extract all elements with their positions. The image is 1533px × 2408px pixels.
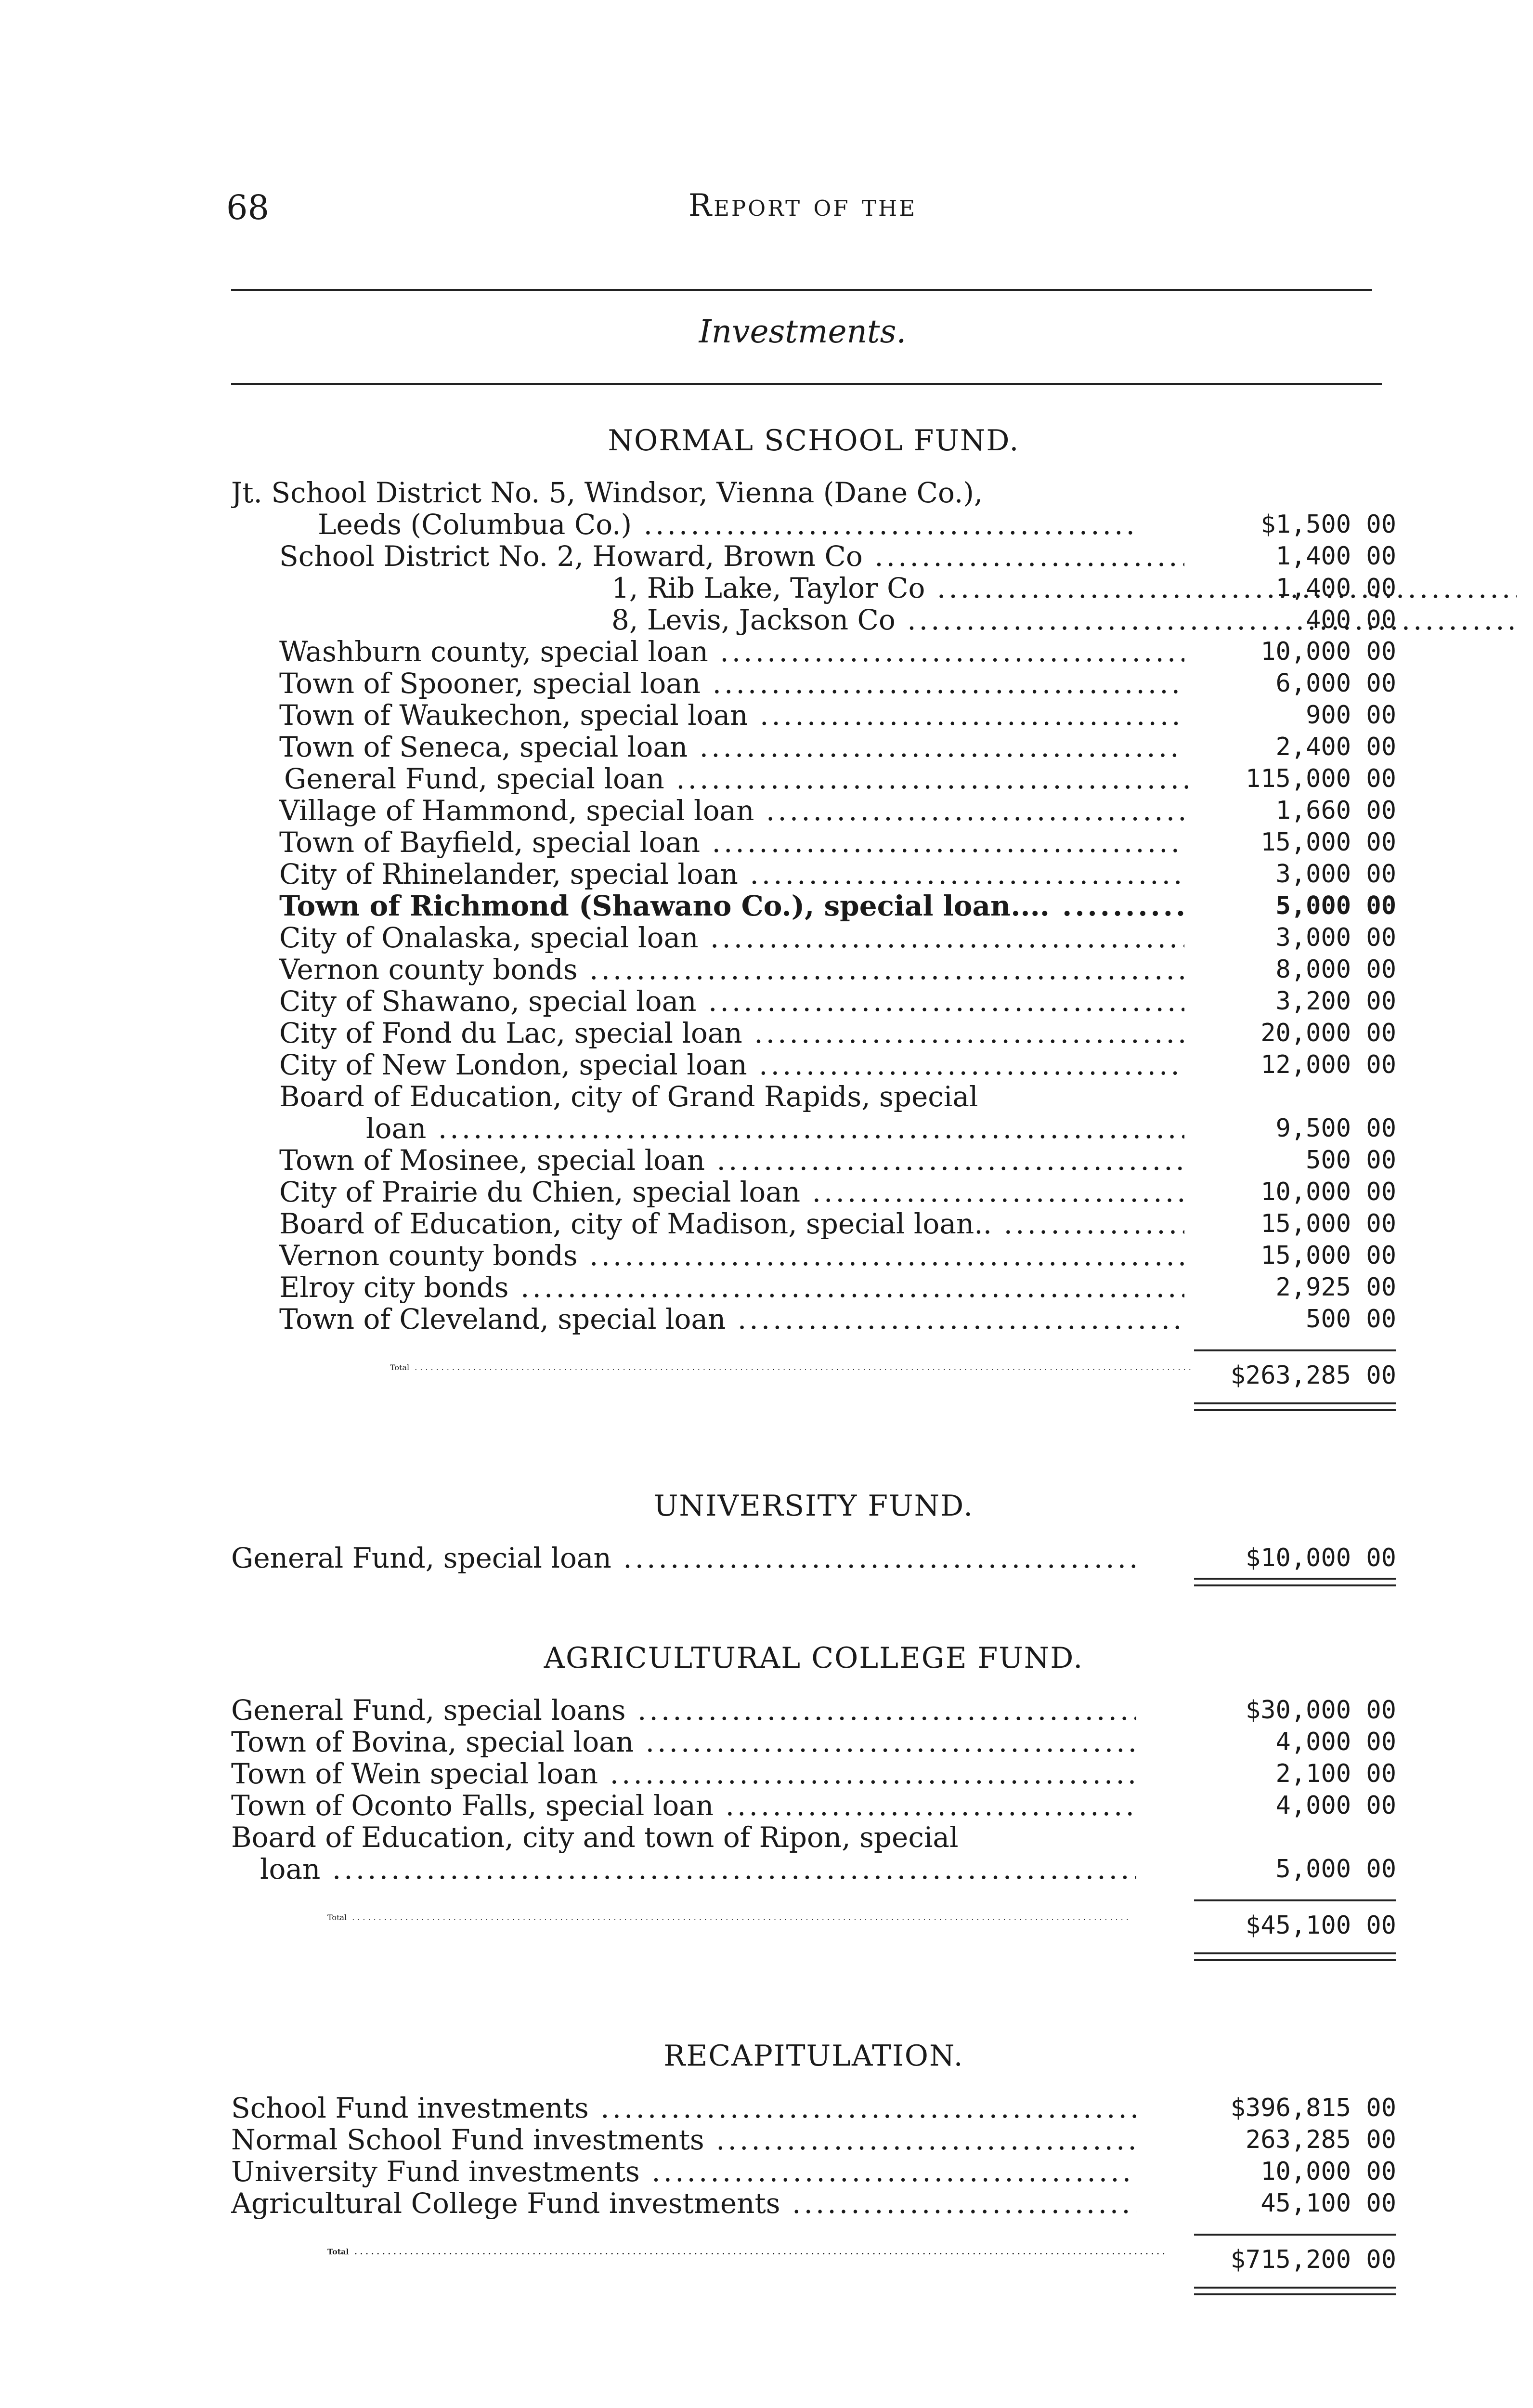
row-amount: 400 00 xyxy=(1306,605,1396,634)
row-amount: 9,500 00 xyxy=(1275,1114,1396,1143)
row-amount: 500 00 xyxy=(1306,1305,1396,1334)
total-row xyxy=(231,1349,1396,1412)
row-description xyxy=(231,667,1184,699)
row-text: Town of Bovina, special loan xyxy=(231,1726,634,1758)
table-row xyxy=(231,826,1396,858)
row-description xyxy=(231,1821,1136,1885)
row-description xyxy=(231,731,1184,763)
row-text: General Fund, special loans xyxy=(231,1694,626,1726)
row-description xyxy=(231,985,1184,1017)
page-header xyxy=(226,188,1379,241)
table-row xyxy=(231,1049,1396,1081)
row-amount: 10,000 00 xyxy=(1260,637,1396,666)
row-text: Town of Spooner, special loan xyxy=(279,667,701,699)
row-text: Town of Oconto Falls, special loan xyxy=(231,1790,714,1821)
row-description xyxy=(231,1271,1184,1303)
row-description xyxy=(231,2156,1136,2187)
row-amount: 20,000 00 xyxy=(1260,1019,1396,1047)
row-amount: 3,000 00 xyxy=(1275,923,1396,952)
header-rule xyxy=(231,289,1372,291)
university-fund-table xyxy=(231,1489,1396,1593)
row-text: Town of Bayfield, special loan xyxy=(279,826,701,858)
row-amount: 10,000 00 xyxy=(1260,1178,1396,1206)
table-row xyxy=(231,922,1396,954)
row-amount: 3,200 00 xyxy=(1275,987,1396,1016)
row-amount: 4,000 00 xyxy=(1275,1727,1396,1756)
section-heading: UNIVERSITY FUND. xyxy=(653,1489,974,1523)
recapitulation-table xyxy=(231,2039,1396,2296)
agricultural-college-fund-table xyxy=(231,1641,1396,1962)
row-text: City of Prairie du Chien, special loan xyxy=(279,1176,801,1208)
row-description xyxy=(231,1176,1184,1208)
row-amount: $1,500 00 xyxy=(1260,510,1396,539)
page-number: 68 xyxy=(226,188,270,227)
row-text: City of New London, special loan xyxy=(279,1049,747,1081)
table-row xyxy=(231,1726,1396,1758)
table-row xyxy=(231,954,1396,985)
row-description xyxy=(231,1726,1136,1758)
row-amount: $10,000 00 xyxy=(1245,1544,1396,1572)
row-text: Normal School Fund investments xyxy=(231,2124,704,2156)
row-text: 1, Rib Lake, Taylor Co xyxy=(611,572,925,604)
row-text: University Fund investments xyxy=(231,2156,640,2187)
table-row xyxy=(231,763,1396,795)
table-row xyxy=(231,858,1396,890)
row-text: City of Fond du Lac, special loan xyxy=(279,1017,742,1049)
section-heading: NORMAL SCHOOL FUND. xyxy=(608,424,1020,458)
table-row xyxy=(231,2156,1396,2187)
total-row xyxy=(231,2234,1396,2296)
row-text: Town of Waukechon, special loan xyxy=(279,699,748,731)
row-text: City of Onalaska, special loan xyxy=(279,922,699,954)
row-text: Jt. School District No. 5, Windsor, Vienna (Dane Co.), xyxy=(231,477,983,509)
row-description xyxy=(231,1758,1136,1790)
row-text: Elroy city bonds xyxy=(279,1271,509,1303)
row-text: 8, Levis, Jackson Co xyxy=(611,604,896,636)
row-text: Town of Seneca, special loan xyxy=(279,731,688,763)
table-row xyxy=(231,2124,1396,2156)
row-text: Village of Hammond, special loan xyxy=(279,795,754,826)
row-text-continued: loan ..... xyxy=(279,1112,1184,1144)
row-amount: 2,100 00 xyxy=(1275,1759,1396,1788)
row-description xyxy=(231,795,1184,826)
table-row xyxy=(231,1240,1396,1271)
row-amount: 900 00 xyxy=(1306,701,1396,730)
normal-school-fund-table xyxy=(231,424,1396,1412)
table-row xyxy=(231,1017,1396,1049)
row-description xyxy=(231,922,1184,954)
row-text: General Fund, special loan xyxy=(284,763,664,795)
row-text-continued: loan ..... xyxy=(231,1853,1136,1885)
row-text: Board of Education, city of Grand Rapids, special xyxy=(279,1081,978,1113)
row-amount: 115,000 00 xyxy=(1245,764,1396,793)
section-title: Investments. xyxy=(699,313,907,350)
row-amount: 1,660 00 xyxy=(1275,796,1396,825)
total-label: Total ..... xyxy=(231,2247,1233,2256)
total-amount: $45,100 00 xyxy=(1194,1899,1396,1940)
table-row xyxy=(231,1694,1396,1726)
row-description xyxy=(231,1694,1136,1726)
table-row xyxy=(231,1176,1396,1208)
row-description xyxy=(231,763,1189,795)
row-description xyxy=(231,2124,1136,2156)
double-rule xyxy=(1194,1952,1396,1961)
table-row xyxy=(231,1790,1396,1821)
table-row xyxy=(231,540,1396,572)
row-amount: 3,000 00 xyxy=(1275,860,1396,889)
row-amount: 12,000 00 xyxy=(1260,1050,1396,1079)
title-rule xyxy=(231,383,1382,385)
table-row xyxy=(231,636,1396,667)
row-amount: 8,000 00 xyxy=(1275,955,1396,984)
row-text: Vernon county bonds xyxy=(279,954,578,985)
table-row xyxy=(231,731,1396,763)
row-description xyxy=(231,636,1184,667)
row-amount: 5,000 00 xyxy=(1275,891,1396,920)
row-description xyxy=(231,1240,1184,1271)
row-description xyxy=(231,1542,1136,1574)
row-amount: $30,000 00 xyxy=(1245,1696,1396,1725)
row-description xyxy=(231,477,1136,540)
table-row xyxy=(231,667,1396,699)
row-amount: 263,285 00 xyxy=(1245,2125,1396,2154)
table-row xyxy=(231,1144,1396,1176)
row-amount: 4,000 00 xyxy=(1275,1791,1396,1820)
row-amount: 15,000 00 xyxy=(1260,1209,1396,1238)
row-text: City of Rhinelander, special loan xyxy=(279,858,738,890)
row-amount: 500 00 xyxy=(1306,1146,1396,1175)
row-text: Agricultural College Fund investments xyxy=(231,2187,780,2219)
section-heading: AGRICULTURAL COLLEGE FUND. xyxy=(544,1641,1084,1675)
table-row xyxy=(231,572,1396,604)
row-description xyxy=(231,2187,1136,2219)
total-amount: $715,200 00 xyxy=(1194,2234,1396,2274)
row-text: Vernon county bonds xyxy=(279,1240,578,1271)
row-text-continued: Leeds (Columbua Co.) ..... xyxy=(231,509,1136,540)
row-description xyxy=(231,826,1184,858)
double-rule xyxy=(1194,1578,1396,1586)
row-description xyxy=(231,540,1184,572)
table-row xyxy=(231,2187,1396,2219)
table-row xyxy=(231,1271,1396,1303)
table-row xyxy=(231,1081,1396,1144)
total-label: Total ..... xyxy=(231,1363,1295,1372)
row-amount: 15,000 00 xyxy=(1260,828,1396,857)
total-row xyxy=(231,1899,1396,1962)
table-row xyxy=(231,477,1396,540)
row-description xyxy=(231,1017,1184,1049)
row-text: Town of Wein special loan xyxy=(231,1758,598,1790)
table-row xyxy=(231,795,1396,826)
row-amount: 15,000 00 xyxy=(1260,1241,1396,1270)
table-row xyxy=(231,1821,1396,1885)
double-rule xyxy=(1194,1402,1396,1411)
table-row xyxy=(231,1758,1396,1790)
row-description xyxy=(231,699,1184,731)
table-row xyxy=(231,1542,1396,1574)
row-amount: 10,000 00 xyxy=(1260,2157,1396,2186)
row-amount: 6,000 00 xyxy=(1275,669,1396,698)
row-text: Town of Mosinee, special loan xyxy=(279,1144,705,1176)
row-text: School Fund investments xyxy=(231,2092,589,2124)
row-description xyxy=(231,954,1184,985)
row-description xyxy=(231,1049,1184,1081)
row-text: City of Shawano, special loan xyxy=(279,985,697,1017)
row-description xyxy=(231,858,1184,890)
row-description xyxy=(231,890,1184,922)
row-amount: 1,400 00 xyxy=(1275,574,1396,602)
row-description xyxy=(231,2092,1136,2124)
row-amount: 2,400 00 xyxy=(1275,733,1396,761)
row-text: School District No. 2, Howard, Brown Co xyxy=(279,540,863,572)
row-description xyxy=(231,1081,1184,1144)
row-amount: 45,100 00 xyxy=(1260,2189,1396,2218)
row-description xyxy=(231,1208,1184,1240)
table-row xyxy=(231,1303,1396,1335)
table-row xyxy=(231,1208,1396,1240)
row-text: General Fund, special loan xyxy=(231,1542,611,1574)
section-heading: RECAPITULATION. xyxy=(663,2039,964,2073)
row-text: Town of Richmond (Shawano Co.), special loan.... xyxy=(279,890,1050,922)
double-rule xyxy=(1194,2287,1396,2295)
row-description xyxy=(231,1790,1136,1821)
row-text: Board of Education, city of Madison, special loan.. xyxy=(279,1208,992,1240)
row-text: Town of Cleveland, special loan xyxy=(279,1303,726,1335)
row-amount: 5,000 00 xyxy=(1275,1855,1396,1884)
row-description xyxy=(231,1303,1184,1335)
investment-tables xyxy=(231,424,1396,2296)
table-row xyxy=(231,890,1396,922)
table-row xyxy=(231,2092,1396,2124)
total-amount: $263,285 00 xyxy=(1194,1349,1396,1390)
row-text: Board of Education, city and town of Ripon, special xyxy=(231,1821,959,1854)
row-text: Washburn county, special loan xyxy=(279,636,708,667)
row-amount: 1,400 00 xyxy=(1275,542,1396,571)
table-row xyxy=(231,985,1396,1017)
row-description xyxy=(231,1144,1184,1176)
running-title: Report of the xyxy=(688,188,917,223)
row-amount: $396,815 00 xyxy=(1230,2094,1396,2122)
table-row xyxy=(231,699,1396,731)
table-row xyxy=(231,604,1396,636)
row-amount: 2,925 00 xyxy=(1275,1273,1396,1302)
total-label: Total ..... xyxy=(231,1913,1233,1922)
